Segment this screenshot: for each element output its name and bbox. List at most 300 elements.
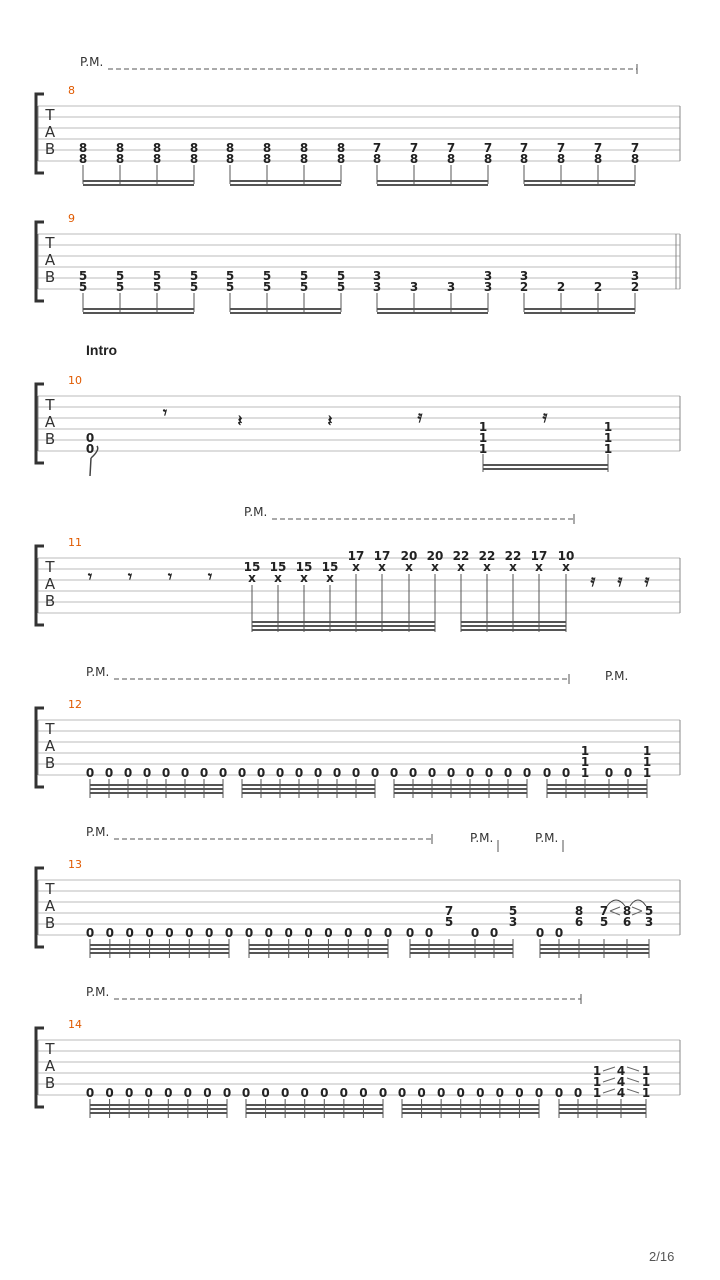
beam xyxy=(524,180,635,182)
tab-letter-t: T xyxy=(45,396,55,414)
fret-number: 5 xyxy=(152,280,162,294)
fret-number: 0 xyxy=(218,766,228,780)
fret-number: 8 xyxy=(189,152,199,166)
beam xyxy=(410,952,513,954)
fret-number: 0 xyxy=(515,1086,524,1100)
beam xyxy=(402,1108,539,1110)
fret-number: 8 xyxy=(78,141,88,155)
eighth-rest: 𝄾 xyxy=(167,567,173,586)
fret-number: 5 xyxy=(78,280,88,294)
fret-number: 0 xyxy=(424,926,434,940)
fret-number: 3 xyxy=(483,280,493,294)
beam xyxy=(252,629,435,631)
fret-number: 0 xyxy=(199,766,209,780)
muted-note: x xyxy=(457,560,465,574)
fret-number: 0 xyxy=(389,766,399,780)
palm-mute-label: P.M. xyxy=(80,55,104,69)
fret-number: 8 xyxy=(152,152,162,166)
measure-number: 14 xyxy=(68,1018,82,1031)
fret-number: 0 xyxy=(123,766,133,780)
fret-number: 8 xyxy=(299,141,309,155)
fret-number: 0 xyxy=(561,766,571,780)
fret-number: 0 xyxy=(417,1086,426,1100)
fret-number: 0 xyxy=(383,926,393,940)
beam xyxy=(249,948,388,950)
fret-number: 1 xyxy=(478,420,488,434)
fret-number: 8 xyxy=(630,152,640,166)
fret-number: 0 xyxy=(256,766,266,780)
fret-number: 2 xyxy=(630,280,640,294)
beam xyxy=(410,944,513,946)
fret-number: 20 xyxy=(400,549,418,563)
fret-number: 2 xyxy=(556,280,566,294)
fret-number: 1 xyxy=(478,431,488,445)
fret-number: 8 xyxy=(115,152,125,166)
fret-number: 5 xyxy=(336,269,346,283)
fret-number: 0 xyxy=(85,1086,95,1100)
muted-note: x xyxy=(248,571,256,585)
fret-number: 8 xyxy=(262,141,272,155)
tab-letter-a: A xyxy=(44,737,56,755)
beam xyxy=(483,468,608,470)
beam xyxy=(559,1112,646,1114)
beam xyxy=(547,788,647,790)
fret-number: 0 xyxy=(436,1086,446,1100)
fret-number: 0 xyxy=(165,926,174,940)
fret-number: 7 xyxy=(556,141,566,155)
beam xyxy=(377,312,488,314)
fret-number: 7 xyxy=(372,141,382,155)
fret-number: 1 xyxy=(603,442,613,456)
fret-number: 0 xyxy=(203,1086,212,1100)
fret-number: 15 xyxy=(243,560,261,574)
fret-number: 7 xyxy=(519,141,529,155)
beam xyxy=(394,788,527,790)
fret-number: 0 xyxy=(280,1086,290,1100)
fret-number: 0 xyxy=(623,766,633,780)
fret-number: 0 xyxy=(284,926,293,940)
fret-number: 0 xyxy=(465,766,475,780)
beam xyxy=(394,784,527,786)
fret-number: 0 xyxy=(180,766,190,780)
beam xyxy=(246,1108,383,1110)
beam xyxy=(252,625,435,627)
beam xyxy=(90,944,229,946)
beam xyxy=(377,180,488,182)
fret-number: 1 xyxy=(642,766,652,780)
fret-number: 0 xyxy=(573,1086,583,1100)
fret-number: 8 xyxy=(519,152,529,166)
beam xyxy=(90,948,229,950)
beam xyxy=(524,184,635,186)
tab-letter-t: T xyxy=(45,106,55,124)
beam xyxy=(483,464,608,466)
fret-number: 1 xyxy=(641,1086,651,1100)
fret-number: 0 xyxy=(313,766,323,780)
muted-note: x xyxy=(535,560,543,574)
fret-number: 5 xyxy=(599,915,609,929)
fret-number: 0 xyxy=(344,926,353,940)
tab-letter-a: A xyxy=(44,413,56,431)
palm-mute-label: P.M. xyxy=(605,669,629,683)
fret-number: 15 xyxy=(321,560,339,574)
fret-number: 5 xyxy=(508,904,518,918)
fret-number: 6 xyxy=(622,915,632,929)
fret-number: 0 xyxy=(85,431,95,445)
fret-number: 5 xyxy=(225,269,235,283)
fret-number: 1 xyxy=(642,744,652,758)
fret-number: 7 xyxy=(599,904,609,918)
fret-number: 0 xyxy=(144,1086,153,1100)
tab-letter-a: A xyxy=(44,123,56,141)
fret-number: 5 xyxy=(644,904,654,918)
fret-number: 4 xyxy=(616,1086,626,1100)
fret-number: 5 xyxy=(78,269,88,283)
fret-number: 8 xyxy=(299,152,309,166)
beam xyxy=(540,944,649,946)
fret-number: 8 xyxy=(262,152,272,166)
fret-number: 0 xyxy=(370,766,380,780)
fret-number: 0 xyxy=(161,766,171,780)
beam xyxy=(547,784,647,786)
fret-number: 8 xyxy=(225,152,235,166)
beam xyxy=(402,1112,539,1114)
beam xyxy=(394,792,527,794)
fret-number: 8 xyxy=(225,141,235,155)
fret-number: 0 xyxy=(495,1086,505,1100)
palm-mute-label: P.M. xyxy=(86,985,110,999)
fret-number: 0 xyxy=(456,1086,465,1100)
fret-number: 5 xyxy=(115,269,125,283)
fret-number: 2 xyxy=(519,280,529,294)
tab-letter-a: A xyxy=(44,1057,56,1075)
beam xyxy=(230,184,341,186)
tab-letter-a: A xyxy=(44,897,56,915)
eighth-rest: 𝄾 xyxy=(162,403,168,422)
eighth-rest: 𝄾 xyxy=(207,567,213,586)
fret-number: 1 xyxy=(478,442,488,456)
fret-number: 4 xyxy=(616,1064,626,1078)
measure-number: 8 xyxy=(68,84,75,97)
fret-number: 0 xyxy=(484,766,494,780)
beam xyxy=(461,629,566,631)
section-title: Intro xyxy=(86,342,118,358)
fret-number: 2 xyxy=(593,280,603,294)
fret-number: 5 xyxy=(262,280,272,294)
palm-mute-label: P.M. xyxy=(535,831,559,845)
muted-note: x xyxy=(483,560,491,574)
fret-number: 1 xyxy=(580,766,590,780)
fret-number: 7 xyxy=(446,141,456,155)
fret-number: 5 xyxy=(299,269,309,283)
muted-note: x xyxy=(300,571,308,585)
fret-number: 7 xyxy=(409,141,419,155)
fret-number: 17 xyxy=(373,549,391,563)
fret-number: 0 xyxy=(359,1086,368,1100)
muted-note: x xyxy=(509,560,517,574)
beam xyxy=(249,952,388,954)
fret-number: 5 xyxy=(262,269,272,283)
tab-letter-b: B xyxy=(44,268,56,286)
fret-number: 0 xyxy=(204,926,214,940)
tab-letter-t: T xyxy=(45,234,55,252)
fret-number: 0 xyxy=(522,766,532,780)
beam xyxy=(83,180,194,182)
beam xyxy=(83,312,194,314)
fret-number: 1 xyxy=(592,1086,602,1100)
fret-number: 5 xyxy=(336,280,346,294)
fret-number: 3 xyxy=(372,269,382,283)
fret-number: 0 xyxy=(105,926,115,940)
fret-number: 0 xyxy=(332,766,342,780)
measure-number: 13 xyxy=(68,858,82,871)
fret-number: 0 xyxy=(85,926,95,940)
fret-number: 1 xyxy=(641,1064,651,1078)
sixteenth-rest: 𝄿 xyxy=(542,407,548,426)
fret-number: 8 xyxy=(409,152,419,166)
muted-note: x xyxy=(274,571,282,585)
muted-note: x xyxy=(326,571,334,585)
fret-number: 0 xyxy=(244,926,254,940)
beam xyxy=(461,625,566,627)
fret-number: 0 xyxy=(427,766,437,780)
fret-number: 1 xyxy=(592,1064,602,1078)
fret-number: 15 xyxy=(269,560,287,574)
fret-number: 3 xyxy=(483,269,493,283)
fret-number: 0 xyxy=(351,766,361,780)
fret-number: 0 xyxy=(85,442,95,456)
fret-number: 0 xyxy=(104,766,114,780)
fret-number: 0 xyxy=(241,1086,251,1100)
fret-number: 0 xyxy=(261,1086,270,1100)
fret-number: 0 xyxy=(294,766,304,780)
fret-number: 1 xyxy=(603,431,613,445)
fret-number: 0 xyxy=(476,1086,485,1100)
sixteenth-rest: 𝄿 xyxy=(417,407,423,426)
fret-number: 5 xyxy=(152,269,162,283)
sixtyfourth-rest: 𝄿 xyxy=(617,571,623,590)
fret-number: 5 xyxy=(189,280,199,294)
fret-number: 7 xyxy=(444,904,454,918)
fret-number: 0 xyxy=(237,766,247,780)
fret-number: 0 xyxy=(125,926,134,940)
beam xyxy=(377,184,488,186)
beam xyxy=(230,308,341,310)
fret-number: 22 xyxy=(478,549,496,563)
palm-mute-label: P.M. xyxy=(244,505,268,519)
fret-number: 5 xyxy=(299,280,309,294)
fret-number: 0 xyxy=(446,766,456,780)
fret-number: 17 xyxy=(530,549,548,563)
fret-number: 0 xyxy=(554,1086,564,1100)
muted-note: x xyxy=(405,560,413,574)
beam xyxy=(540,952,649,954)
tab-letter-b: B xyxy=(44,1074,56,1092)
fret-number: 0 xyxy=(408,766,418,780)
fret-number: 3 xyxy=(630,269,640,283)
beam xyxy=(242,784,375,786)
quarter-rest: 𝄽 xyxy=(327,411,333,430)
fret-number: 8 xyxy=(78,152,88,166)
beam xyxy=(90,1108,227,1110)
fret-number: 0 xyxy=(222,1086,232,1100)
fret-number: 6 xyxy=(574,915,584,929)
fret-number: 10 xyxy=(557,549,575,563)
fret-number: 1 xyxy=(580,744,590,758)
fret-number: 3 xyxy=(644,915,654,929)
pull-off-arc xyxy=(630,900,646,906)
fret-number: 3 xyxy=(508,915,518,929)
fret-number: 8 xyxy=(372,152,382,166)
fret-number: 0 xyxy=(378,1086,388,1100)
sixtyfourth-rest: 𝄿 xyxy=(590,571,596,590)
fret-number: 0 xyxy=(470,926,480,940)
fret-number: 0 xyxy=(164,1086,173,1100)
fret-number: 0 xyxy=(339,1086,349,1100)
fret-number: 8 xyxy=(483,152,493,166)
beam xyxy=(540,948,649,950)
fret-number: 0 xyxy=(320,1086,329,1100)
fret-number: 0 xyxy=(300,1086,309,1100)
fret-number: 8 xyxy=(189,141,199,155)
fret-number: 4 xyxy=(616,1075,626,1089)
beam xyxy=(410,948,513,950)
eighth-rest: 𝄾 xyxy=(87,567,93,586)
beam xyxy=(90,952,229,954)
tab-letter-t: T xyxy=(45,558,55,576)
palm-mute-label: P.M. xyxy=(470,831,494,845)
beam xyxy=(246,1104,383,1106)
beam xyxy=(559,1104,646,1106)
beam xyxy=(524,312,635,314)
fret-number: 0 xyxy=(275,766,285,780)
fret-number: 8 xyxy=(336,152,346,166)
fret-number: 8 xyxy=(556,152,566,166)
measure-number: 11 xyxy=(68,536,82,549)
fret-number: 7 xyxy=(593,141,603,155)
tab-letter-a: A xyxy=(44,251,56,269)
page-number: 2/16 xyxy=(649,1249,675,1264)
muted-note: x xyxy=(431,560,439,574)
muted-note: x xyxy=(562,560,570,574)
fret-number: 15 xyxy=(295,560,313,574)
fret-number: 1 xyxy=(642,755,652,769)
tab-letter-t: T xyxy=(45,1040,55,1058)
fret-number: 0 xyxy=(503,766,513,780)
beam xyxy=(242,788,375,790)
tab-letter-t: T xyxy=(45,880,55,898)
beam xyxy=(83,184,194,186)
beam xyxy=(230,180,341,182)
fret-number: 0 xyxy=(124,1086,134,1100)
fret-number: 1 xyxy=(580,755,590,769)
fret-number: 0 xyxy=(304,926,313,940)
fret-number: 8 xyxy=(152,141,162,155)
tab-letter-t: T xyxy=(45,720,55,738)
fret-number: 3 xyxy=(519,269,529,283)
fret-number: 1 xyxy=(592,1075,602,1089)
beam xyxy=(90,1104,227,1106)
fret-number: 3 xyxy=(372,280,382,294)
beam xyxy=(402,1104,539,1106)
beam xyxy=(524,308,635,310)
fret-number: 8 xyxy=(115,141,125,155)
sixtyfourth-rest: 𝄿 xyxy=(644,571,650,590)
fret-number: 0 xyxy=(363,926,373,940)
fret-number: 3 xyxy=(409,280,419,294)
tab-letter-a: A xyxy=(44,575,56,593)
tab-letter-b: B xyxy=(44,140,56,158)
fret-number: 0 xyxy=(542,766,552,780)
fret-number: 0 xyxy=(405,926,415,940)
fret-number: 0 xyxy=(489,926,499,940)
muted-note: x xyxy=(352,560,360,574)
muted-note: x xyxy=(378,560,386,574)
fret-number: 22 xyxy=(452,549,470,563)
fret-number: 5 xyxy=(444,915,454,929)
beam xyxy=(461,621,566,623)
fret-number: 20 xyxy=(426,549,444,563)
palm-mute-label: P.M. xyxy=(86,825,110,839)
fret-number: 0 xyxy=(85,766,95,780)
fret-number: 0 xyxy=(604,766,614,780)
tab-letter-b: B xyxy=(44,754,56,772)
fret-number: 17 xyxy=(347,549,365,563)
palm-mute-label: P.M. xyxy=(86,665,110,679)
beam xyxy=(242,792,375,794)
fret-number: 0 xyxy=(224,926,234,940)
beam xyxy=(246,1112,383,1114)
fret-number: 22 xyxy=(504,549,522,563)
fret-number: 7 xyxy=(630,141,640,155)
fret-number: 7 xyxy=(483,141,493,155)
fret-number: 0 xyxy=(324,926,333,940)
quarter-rest: 𝄽 xyxy=(237,411,243,430)
beam xyxy=(83,308,194,310)
fret-number: 1 xyxy=(603,420,613,434)
eighth-rest: 𝄾 xyxy=(127,567,133,586)
fret-number: 0 xyxy=(534,1086,544,1100)
fret-number: 0 xyxy=(105,1086,114,1100)
measure-number: 10 xyxy=(68,374,82,387)
fret-number: 0 xyxy=(185,926,194,940)
beam xyxy=(90,1112,227,1114)
fret-number: 0 xyxy=(264,926,274,940)
fret-number: 8 xyxy=(336,141,346,155)
beam xyxy=(230,312,341,314)
measure-number: 12 xyxy=(68,698,82,711)
fret-number: 0 xyxy=(183,1086,193,1100)
tab-letter-b: B xyxy=(44,592,56,610)
fret-number: 8 xyxy=(622,904,632,918)
fret-number: 0 xyxy=(554,926,564,940)
beam xyxy=(249,944,388,946)
fret-number: 3 xyxy=(446,280,456,294)
beam xyxy=(559,1108,646,1110)
beam xyxy=(377,308,488,310)
fret-number: 5 xyxy=(189,269,199,283)
beam xyxy=(90,784,223,786)
fret-number: 8 xyxy=(446,152,456,166)
fret-number: 8 xyxy=(593,152,603,166)
beam xyxy=(90,788,223,790)
fret-number: 0 xyxy=(397,1086,407,1100)
fret-number: 0 xyxy=(142,766,152,780)
measure-number: 9 xyxy=(68,212,75,225)
fret-number: 5 xyxy=(115,280,125,294)
fret-number: 0 xyxy=(535,926,545,940)
fret-number: 1 xyxy=(641,1075,651,1089)
